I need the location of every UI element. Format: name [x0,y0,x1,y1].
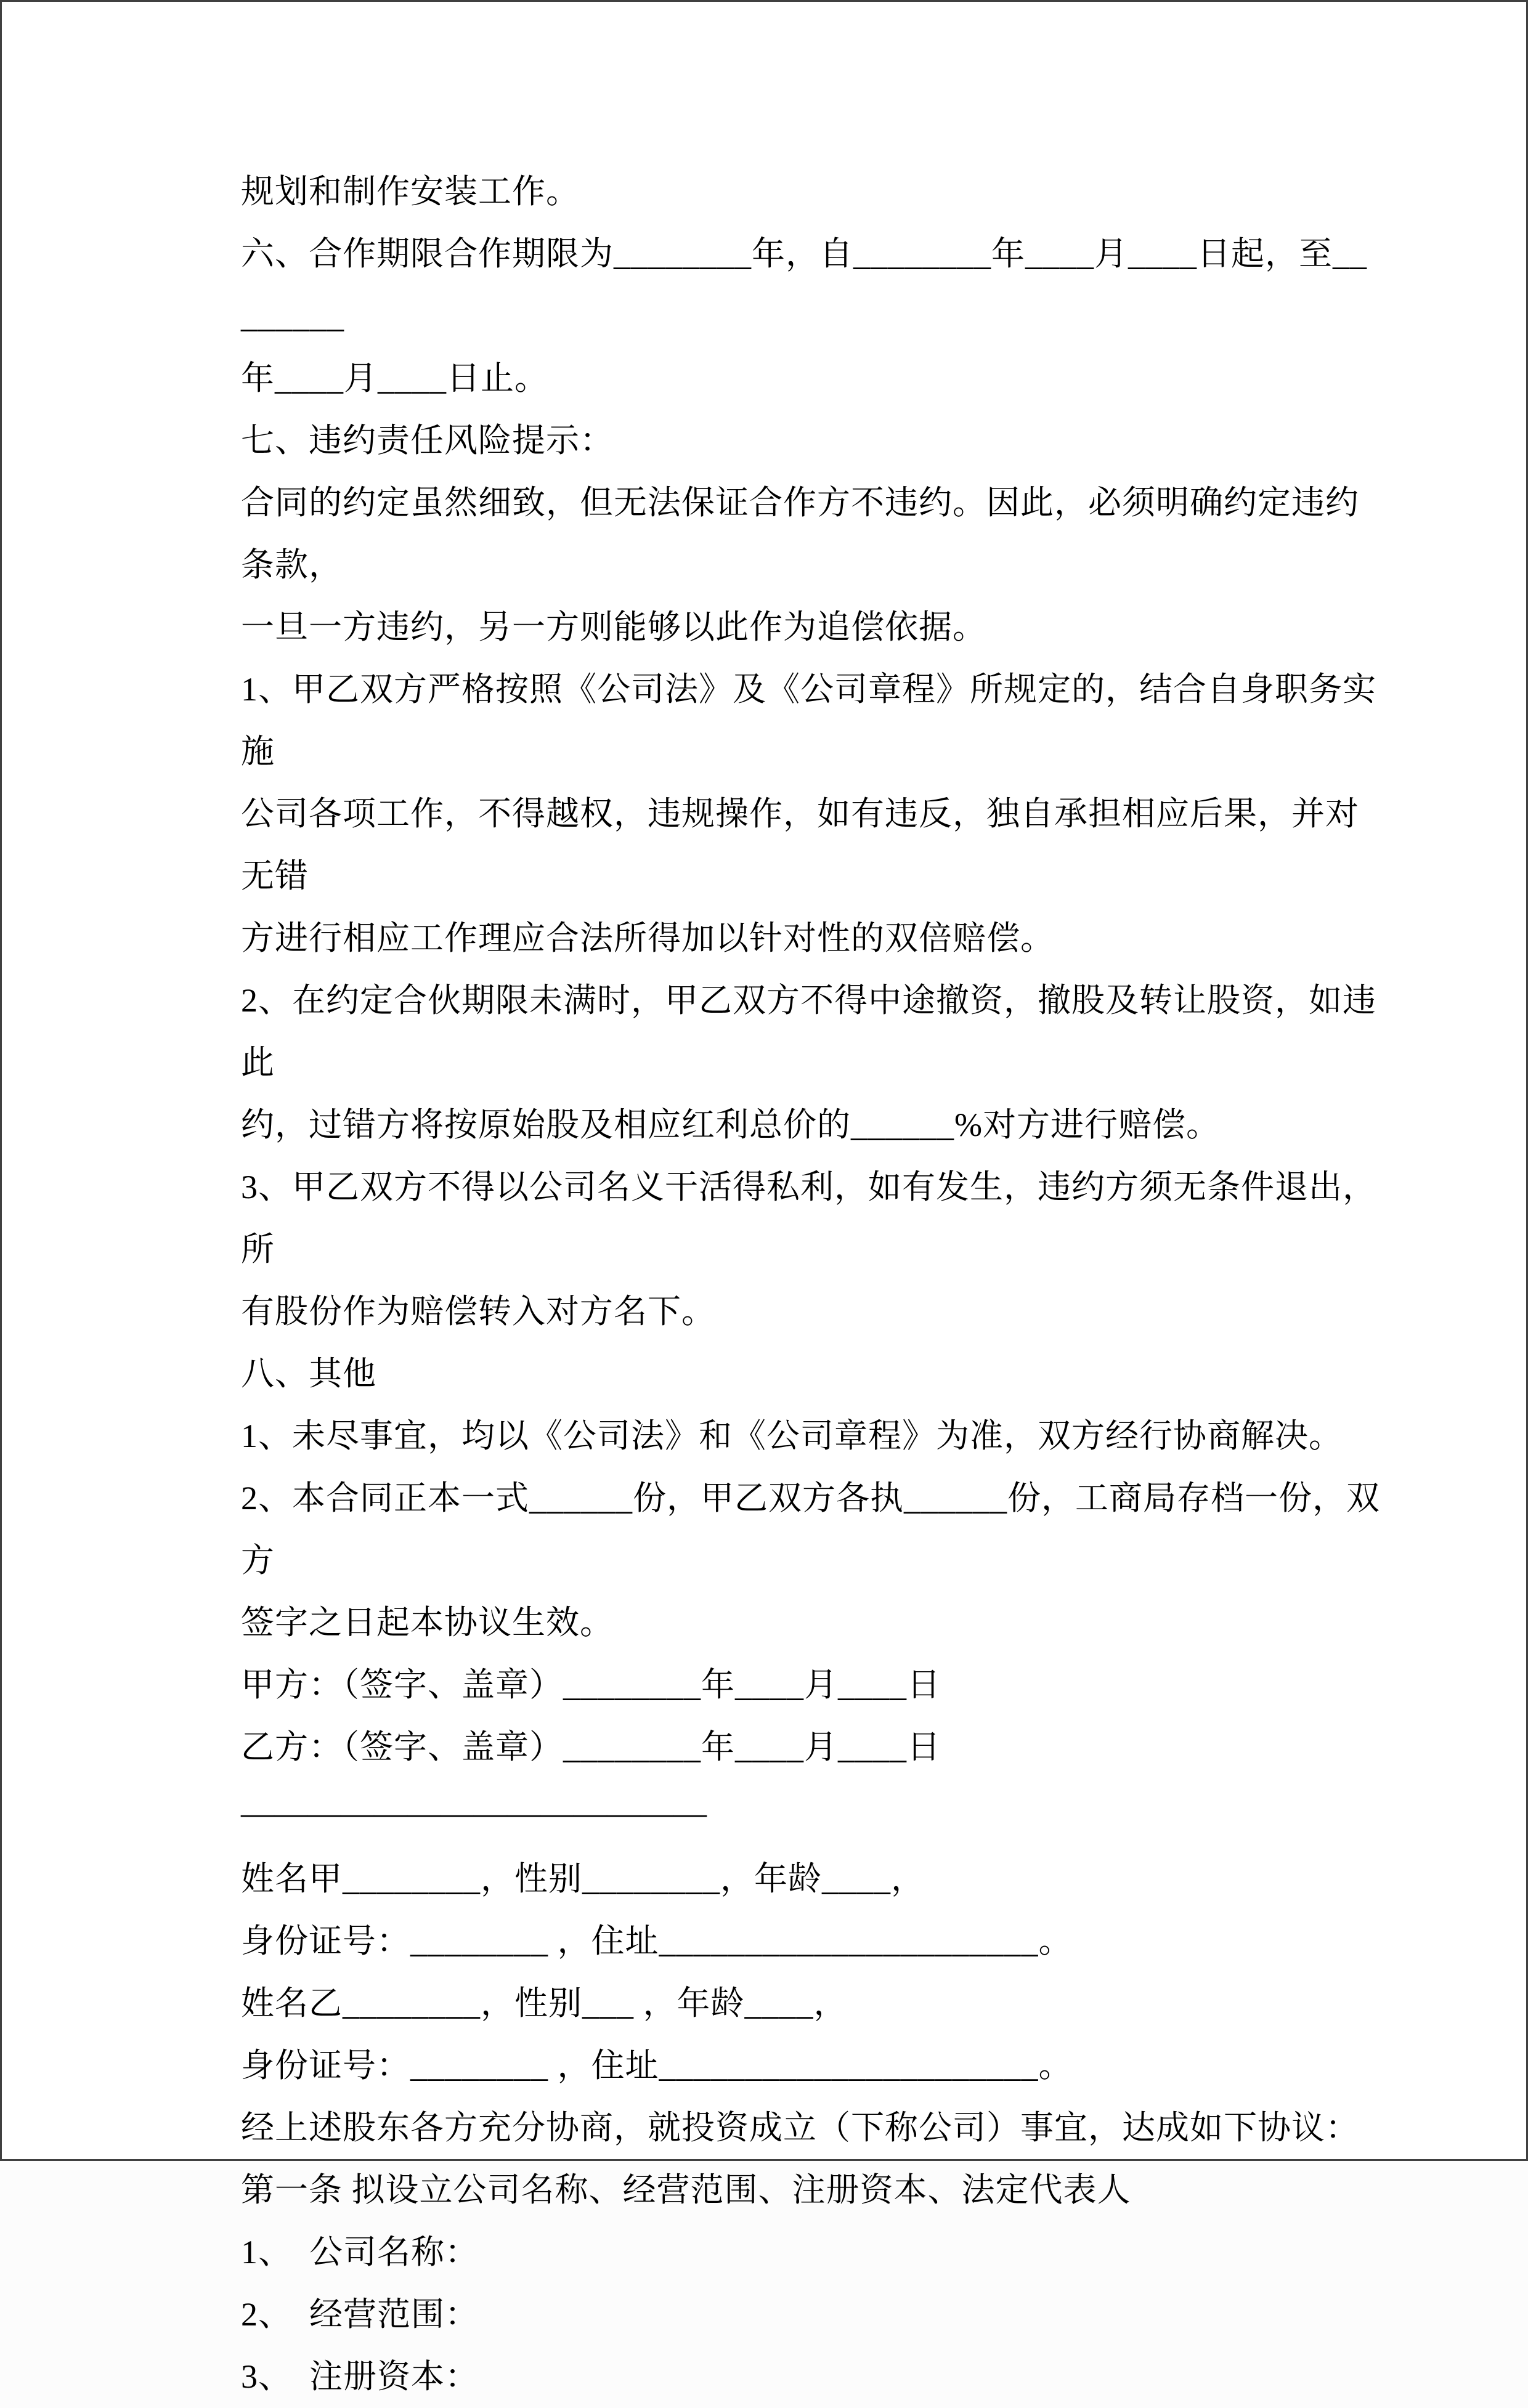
article1-item1-company-name: 1、 公司名称： [241,2234,479,2271]
signature-party-b: 乙方：（签字、盖章）________年____月____日 [241,1729,941,1765]
clause7-item1-line3: 方进行相应工作理应合法所得加以针对性的双倍赔偿。 [241,920,1054,957]
clause7-item1-line1: 1、甲乙双方严格按照《公司法》及《公司章程》所规定的，结合自身职务实施 [241,671,1376,770]
line-planning-installation: 规划和制作安装工作。 [241,173,580,210]
id-a-line: 身份证号：________ ，住址______________________。 [241,1923,1073,1960]
clause6-term-line2: 年____月____日止。 [241,360,548,397]
clause8-item1: 1、未尽事宜，均以《公司法》和《公司章程》为准，双方经行协商解决。 [241,1417,1343,1454]
document-body [241,161,1381,2408]
name-b-line: 姓名乙________，性别___ ，年龄____， [241,1985,848,2022]
clause7-item3-line2: 有股份作为赔偿转入对方名下。 [241,1293,715,1330]
clause8-item2-line1: 2、本合同正本一式______份，甲乙双方各执______份，工商局存档一份，双方 [241,1480,1380,1579]
clause7-item2-line1: 2、在约定合伙期限未满时，甲乙双方不得中途撤资，撤股及转让股资，如违此 [241,982,1376,1081]
clause7-item3-line1: 3、甲乙双方不得以公司名义干活得私利，如有发生，违约方须无条件退出，所 [241,1169,1376,1268]
name-a-line: 姓名甲________，性别________，年龄____， [241,1860,925,1897]
article1-item2-business-scope: 2、 经营范围： [241,2296,479,2333]
clause8-item2-line2: 签字之日起本协议生效。 [241,1604,614,1641]
clause7-heading: 七、违约责任风险提示： [241,422,614,459]
signature-party-a: 甲方：（签字、盖章）________年____月____日 [241,1666,941,1703]
clause7-note-line1: 合同的约定虽然细致，但无法保证合作方不违约。因此，必须明确约定违约条款， [241,484,1359,583]
dash-divider: —————————————— [241,1794,707,1831]
clause7-item1-line2: 公司各项工作，不得越权，违规操作，如有违反，独自承担相应后果，并对无错 [241,795,1359,894]
id-b-line: 身份证号：________ ，住址______________________。 [241,2047,1073,2084]
article1-heading: 第一条 拟设立公司名称、经营范围、注册资本、法定代表人 [241,2171,1131,2208]
article1-item3-registered-capital: 3、 注册资本： [241,2358,479,2395]
shareholders-agreement-intro: 经上述股东各方充分协商，就投资成立（下称公司）事宜，达成如下协议： [241,2109,1359,2146]
clause7-item2-line2: 约，过错方将按原始股及相应红利总价的______%对方进行赔偿。 [241,1106,1220,1143]
clause7-note-line2: 一旦一方违约，另一方则能够以此作为追偿依据。 [241,609,986,646]
clause8-heading: 八、其他 [241,1355,376,1392]
clause6-term-line1: 六、合作期限合作期限为________年，自________年____月____日起，至________ [241,235,1367,334]
